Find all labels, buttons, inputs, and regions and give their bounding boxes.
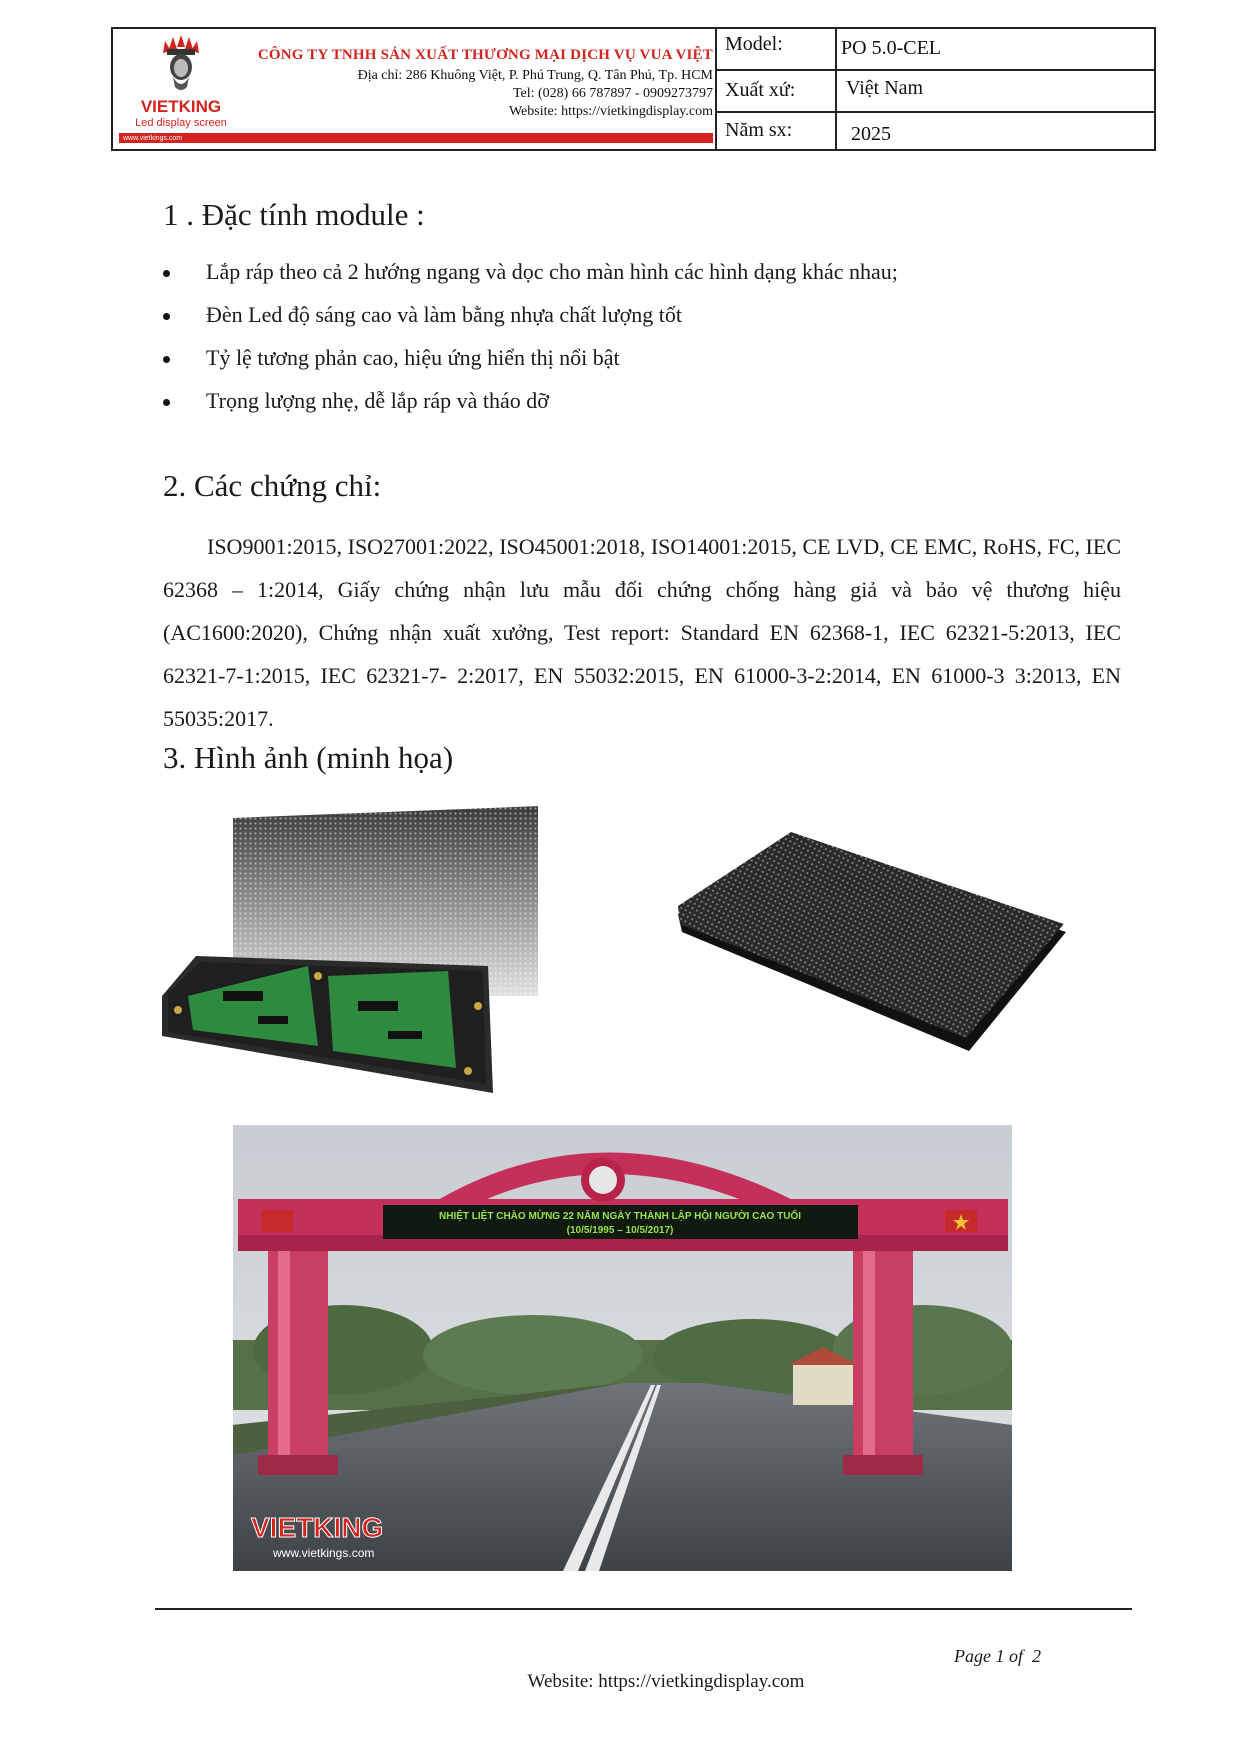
feature-item: Tỷ lệ tương phản cao, hiệu ứng hiển thị nổi bật: [206, 345, 620, 370]
footer-divider: [155, 1608, 1132, 1610]
year-label: Năm sx:: [725, 119, 793, 141]
model-label: Model:: [725, 33, 783, 55]
page-current: 1: [995, 1646, 1005, 1666]
table-divider: [715, 29, 717, 149]
logo-text: VIETKING: [140, 97, 222, 116]
footer-website: Website: https://vietkingdisplay.com: [527, 1671, 805, 1692]
logo-site: www.vietkings.com: [123, 135, 183, 142]
page-number: [954, 1646, 1041, 1667]
company-phone: Tel: (028) 66 787897 - 0909273797: [512, 86, 713, 101]
company-address: Địa chỉ: 286 Khuông Việt, P. Phú Trung, Q. Tân Phú, Tp. HCM: [357, 68, 713, 83]
certificates-text: [163, 525, 1121, 740]
header-red-bar: [119, 133, 713, 143]
page-of: of: [1008, 1646, 1023, 1666]
section-1-heading: 1 . Đặc tính module :: [163, 197, 425, 232]
photo-brand: VIETKING: [251, 1512, 384, 1543]
section-3-heading: 3. Hình ảnh (minh họa): [163, 740, 454, 775]
feature-item: Trọng lượng nhẹ, dễ lắp ráp và tháo dỡ: [206, 388, 549, 413]
led-sign-line-2: (10/5/1995 – 10/5/2017): [566, 1225, 674, 1236]
table-divider: [715, 69, 1156, 71]
model-value: PO 5.0-CEL: [841, 37, 941, 59]
led-module-front-photo: [676, 806, 1068, 1052]
logo-subtitle: Led display screen: [135, 117, 227, 129]
year-value: 2025: [851, 123, 891, 145]
page-total: 2: [1032, 1646, 1041, 1666]
feature-item: Đèn Led độ sáng cao và làm bằng nhựa chất lượng tốt: [206, 302, 682, 327]
bullet-dot: [163, 313, 170, 320]
company-info: [247, 47, 713, 121]
led-module-back-photo: [148, 806, 538, 1094]
certificates-body: ISO9001:2015, ISO27001:2022, ISO45001:2018, ISO14001:2015, CE LVD, CE EMC, RoHS, FC, IEC 62368 – 1:2014, Giấy chứng nhận lưu mẫu đối chứng chống hàng giả và bảo vệ thương hiệu (AC1600:2020), Chứng nhận xuất xưởng, Test report: Standard EN 62368-1, IEC 62321-5:2013, IEC 62321-7-1:2015, IEC 62321-7- 2:2017, EN 55032:2015, EN 61000-3-2:2014, EN 61000-3 3:2013, EN 55035:2017.: [163, 534, 1121, 731]
bullet-dot: [163, 399, 170, 406]
led-sign-line-1: NHIỆT LIỆT CHÀO MỪNG 22 NĂM NGÀY THÀNH LẬP HỘI NGƯỜI CAO TUỔI: [439, 1211, 801, 1222]
document-header: [111, 27, 1156, 151]
table-divider: [835, 29, 837, 149]
bullet-dot: [163, 270, 170, 277]
vietking-logo: [121, 35, 241, 147]
feature-item: Lắp ráp theo cả 2 hướng ngang và dọc cho màn hình các hình dạng khác nhau;: [206, 259, 898, 284]
company-website: Website: https://vietkingdisplay.com: [508, 104, 713, 119]
origin-value: Việt Nam: [846, 77, 924, 99]
bullet-dot: [163, 356, 170, 363]
origin-label: Xuất xứ:: [725, 79, 796, 101]
company-name: CÔNG TY TNHH SẢN XUẤT THƯƠNG MẠI DỊCH VỤ VUA VIỆT: [257, 47, 713, 63]
section-2-heading: 2. Các chứng chỉ:: [163, 468, 382, 503]
page-label: Page: [954, 1646, 991, 1666]
led-gate-photo: [233, 1125, 1012, 1571]
photo-brand-site: www.vietkings.com: [273, 1546, 375, 1560]
table-divider: [715, 111, 1156, 113]
